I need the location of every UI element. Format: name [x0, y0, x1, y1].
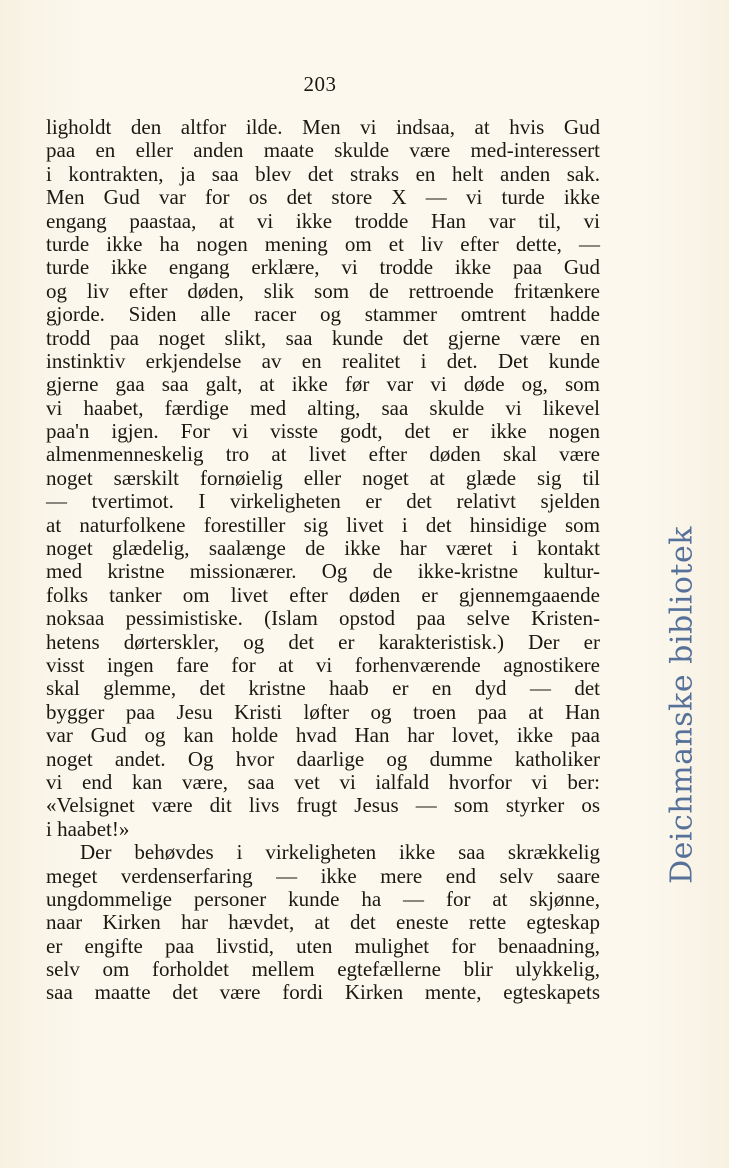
text-line: engang paastaa, at vi ikke trodde Han var til, vi	[46, 208, 600, 233]
text-line: var Gud og kan holde hvad Han har lovet, ikke paa	[46, 723, 600, 748]
text-line: meget verdenserfaring — ikke mere end selv saare	[46, 863, 600, 888]
text-line: selv om forholdet mellem egtefællerne blir ulykkelig,	[46, 957, 600, 982]
text-line: vi end kan være, saa vet vi ialfald hvorfor vi ber:	[46, 769, 600, 794]
library-stamp-text: Deichmanske bibliotek	[664, 526, 700, 884]
text-line: saa maatte det være fordi Kirken mente, egteskapets	[46, 980, 600, 1005]
text-line: noget særskilt fornøielig eller noget at glæde sig til	[46, 465, 600, 490]
text-line: turde ikke engang erklære, vi trodde ikke paa Gud	[46, 255, 600, 280]
text-line: ligholdt den altfor ilde. Men vi indsaa, at hvis Gud	[46, 115, 600, 139]
text-line: hetens dørterskler, og det er karakteristisk.) Der er	[46, 629, 600, 654]
text-line: gjorde. Siden alle racer og stammer omtrent hadde	[46, 302, 600, 327]
text-line: bygger paa Jesu Kristi løfter og troen paa at Han	[46, 699, 600, 724]
text-line: paa en eller anden maate skulde være med-interessert	[46, 138, 600, 163]
text-line: — tvertimot. I virkeligheten er det relativt sjelden	[46, 489, 600, 514]
page-number: 203	[303, 72, 337, 96]
text-line: noksaa pessimistiske. (Islam opstod paa selve Kristen-	[46, 606, 600, 631]
text-line: folks tanker om livet efter døden er gjennemgaaende	[46, 582, 600, 607]
text-line: vi haabet, færdige med alting, saa skulde vi likevel	[46, 395, 600, 420]
text-line: skal glemme, det kristne haab er en dyd — det	[46, 676, 600, 701]
text-line: Men Gud var for os det store X — vi turde ikke	[46, 185, 600, 210]
text-line: trodd paa noget slikt, saa kunde det gjerne være en	[46, 325, 600, 350]
text-line: almenmenneskelig tro at livet efter døden skal være	[46, 442, 600, 467]
text-line: ungdommelige personer kunde ha — for at skjønne,	[46, 886, 600, 911]
text-line: noget andet. Og hvor daarlige og dumme katholiker	[46, 746, 600, 771]
text-line: at naturfolkene forestiller sig livet i det hinsidige som	[46, 512, 600, 537]
text-line: turde ikke ha nogen mening om et liv efter dette, —	[46, 231, 600, 256]
text-line: noget glædelig, saalænge de ikke har været i kontakt	[46, 536, 600, 561]
text-line: paa'n igjen. For vi visste godt, det er ikke nogen	[46, 419, 600, 444]
text-line: gjerne gaa saa galt, at ikke før var vi døde og, som	[46, 372, 600, 397]
text-line: visst ingen fare for at vi forhenværende agnostikere	[46, 652, 600, 677]
library-stamp	[662, 526, 702, 884]
text-line: «Velsignet være dit livs frugt Jesus — som styrker os	[46, 793, 600, 818]
text-line: og liv efter døden, slik som de rettroende fritænkere	[46, 278, 600, 303]
text-line: i haabet!»	[46, 816, 130, 841]
text-line: Der behøvdes i virkeligheten ikke saa skrækkelig	[80, 840, 600, 865]
body-text	[46, 116, 600, 1005]
text-line: naar Kirken har hævdet, at det eneste rette egteskap	[46, 910, 600, 935]
text-line: med kristne missionærer. Og de ikke-kristne kultur-	[46, 559, 600, 584]
text-line: er engifte paa livstid, uten mulighet for benaadning,	[46, 933, 600, 958]
text-line: i kontrakten, ja saa blev det straks en helt anden sak.	[46, 161, 600, 186]
text-line: instinktiv erkjendelse av en realitet i det. Det kunde	[46, 348, 600, 373]
